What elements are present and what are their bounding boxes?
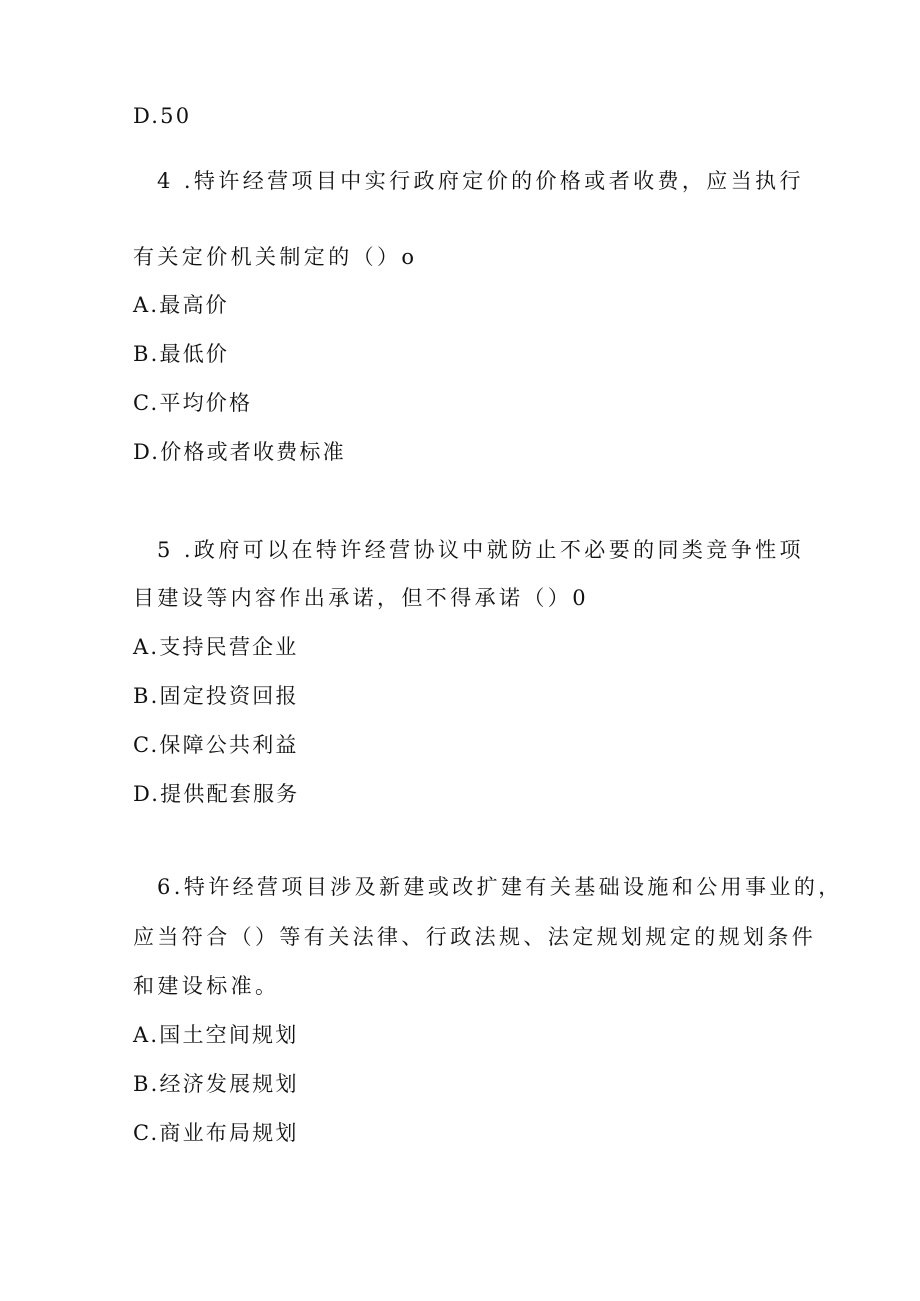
question-4-line-2: 有关定价机关制定的（）o	[133, 245, 418, 269]
option-d-previous: D.50	[133, 104, 192, 128]
question-4-option-c: C.平均价格	[133, 391, 253, 415]
question-6-line-1: 6.特许经营项目涉及新建或改扩建有关基础设施和公用事业的，	[157, 875, 843, 899]
question-5-option-a: A.支持民营企业	[133, 635, 299, 659]
question-5-option-c: C.保障公共利益	[133, 733, 299, 757]
question-4-option-a: A.最高价	[133, 293, 229, 317]
question-5-option-b: B.固定投资回报	[133, 684, 299, 708]
question-6-line-2: 应当符合（）等有关法律、行政法规、法定规划规定的规划条件	[133, 925, 817, 949]
question-6-line-3: 和建设标准。	[133, 974, 280, 998]
question-5-line-1: 5 .政府可以在特许经营协议中就防止不必要的同类竞争性项	[157, 538, 804, 562]
question-4-line-1: 4 .特许经营项目中实行政府定价的价格或者收费，应当执行	[157, 169, 804, 193]
question-6-option-b: B.经济发展规划	[133, 1072, 299, 1096]
question-6-option-a: A.国土空间规划	[133, 1023, 299, 1047]
question-4-option-b: B.最低价	[133, 342, 230, 366]
question-6-option-c: C.商业布局规划	[133, 1121, 299, 1145]
question-5-option-d: D.提供配套服务	[133, 782, 300, 806]
question-4-option-d: D.价格或者收费标准	[133, 440, 346, 464]
question-5-line-2: 目建设等内容作出承诺，但不得承诺（）0	[133, 586, 589, 610]
